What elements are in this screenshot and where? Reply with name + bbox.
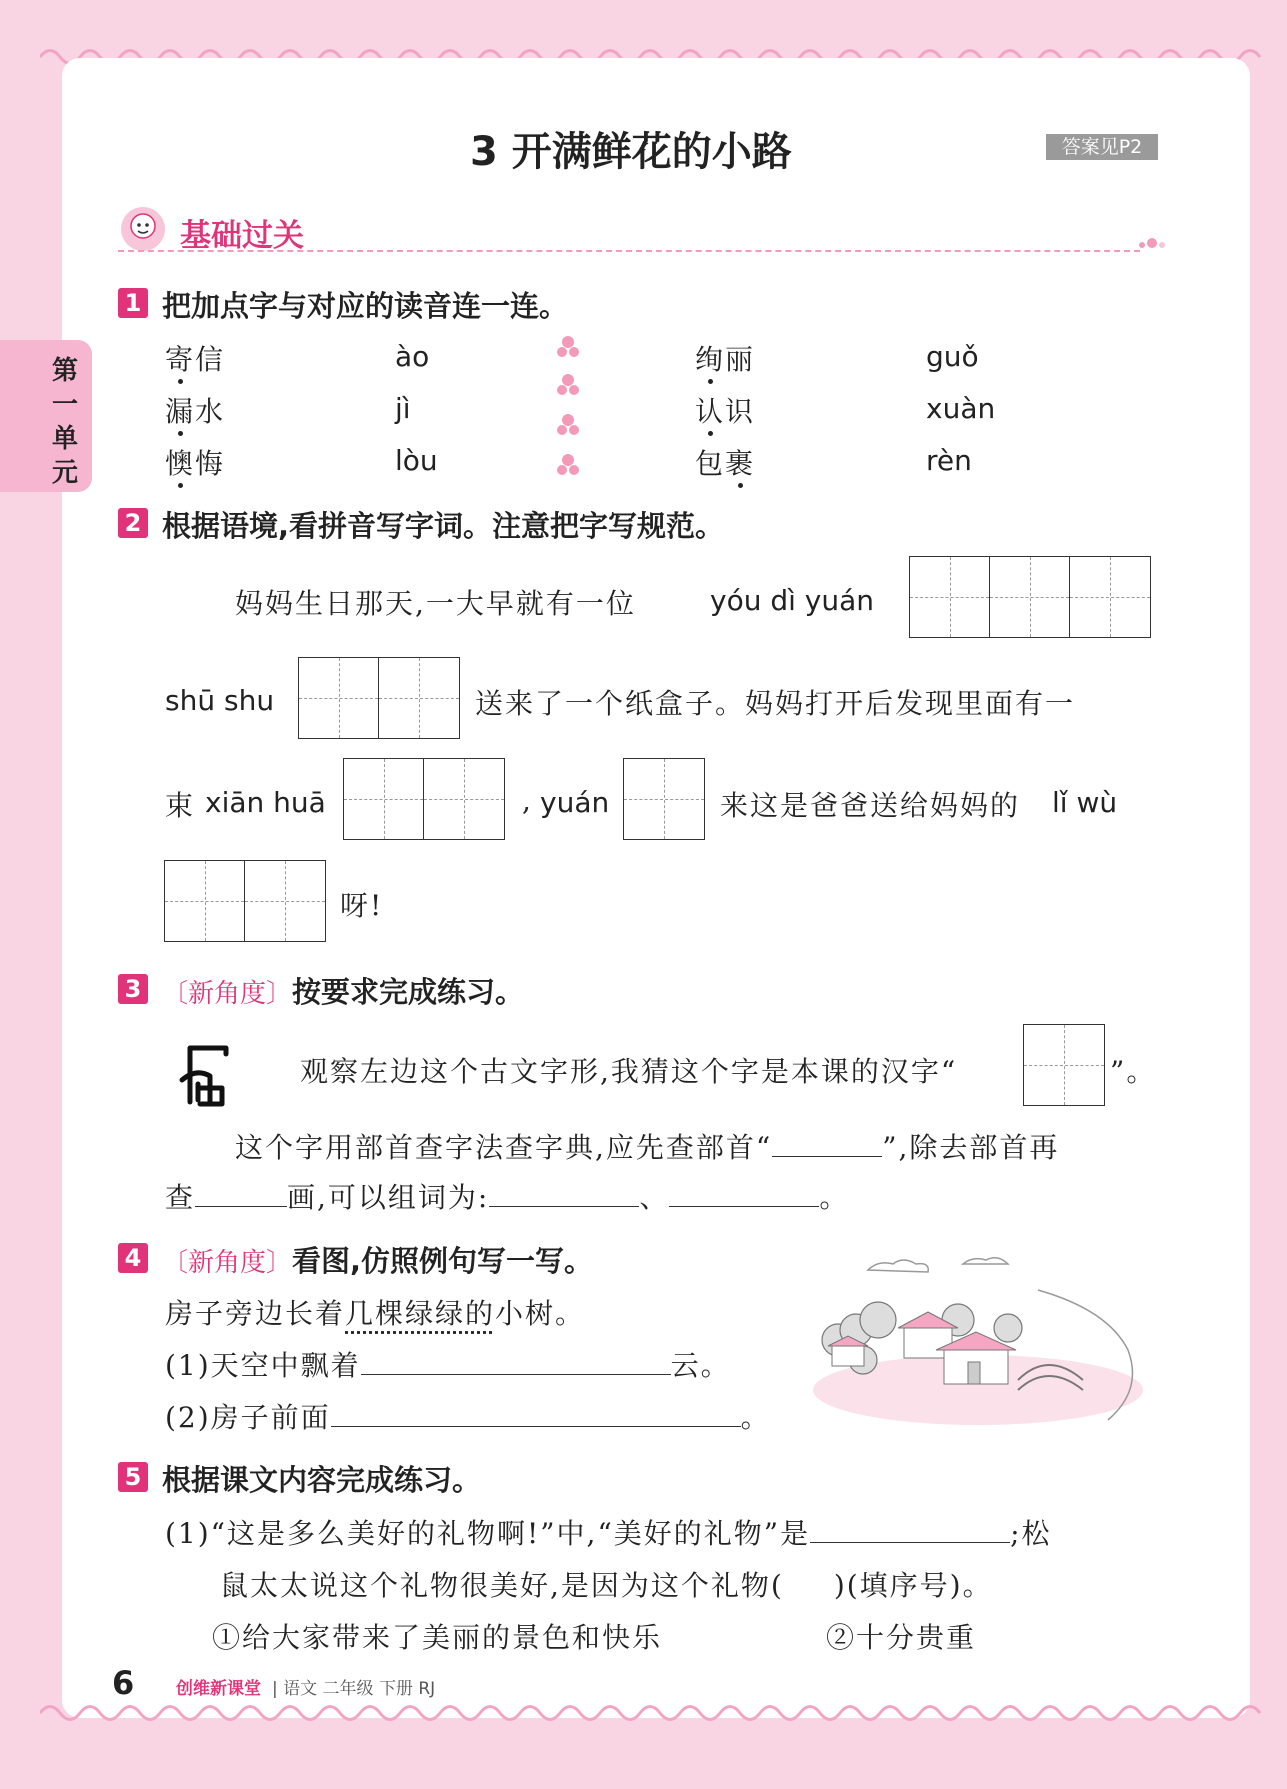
q2-pinyin-youdiyuan: yóu dì yuán: [710, 584, 875, 617]
q2-pinyin-yuan: yuán: [540, 786, 610, 819]
q2-writing-grid-3[interactable]: [343, 758, 505, 840]
q3-radical-blank[interactable]: [772, 1130, 882, 1157]
q4-example: 房子旁边长着几棵绿绿的小树。: [165, 1297, 586, 1330]
question-3-prompt: 按要求完成练习。: [292, 975, 525, 1009]
section-divider: [118, 250, 1140, 252]
wave-border-bottom: [40, 1700, 1267, 1726]
question-number-5: 5: [118, 1462, 148, 1492]
question-3-tag: 〔新角度〕: [162, 979, 293, 1009]
page-title: 3 开满鲜花的小路: [470, 129, 792, 175]
q4-example-dotted: 几棵绿绿的: [345, 1297, 496, 1330]
q1-left-word-3: 懊悔: [165, 447, 226, 480]
footer-info: | 语文 二年级 下册 RJ: [272, 1679, 436, 1699]
question-3-heading: [162, 970, 524, 1011]
q4-blank-2[interactable]: [331, 1400, 741, 1427]
q1-left-pinyin-3[interactable]: lòu: [395, 444, 438, 477]
q2-line-3c: 来这是爸爸送给妈妈的: [720, 789, 1021, 822]
q1-left-word-1: 寄信: [165, 343, 226, 376]
q3-strokes-blank[interactable]: [195, 1180, 287, 1207]
question-number-1: 1: [118, 288, 148, 318]
q2-line-1: 妈妈生日那天,一大早就有一位: [235, 587, 636, 620]
q1-left-word-2: 漏水: [165, 395, 226, 428]
answer-reference: 答案见P2: [1046, 134, 1158, 160]
q3-line-3: 查 画,可以组词为: 、 。: [165, 1181, 850, 1214]
q5-line-1: (1)“这是多么美好的礼物啊!”中,“美好的礼物”是 ;松: [165, 1517, 1052, 1550]
q2-pinyin-xianhua: xiān huā: [205, 786, 326, 819]
q5-option-1[interactable]: ①给大家带来了美丽的景色和快乐: [212, 1621, 663, 1654]
q5-option-2[interactable]: ②十分贵重: [826, 1621, 977, 1654]
village-scene-image: [808, 1250, 1148, 1430]
ancient-character-image: [176, 1040, 238, 1110]
q2-writing-grid-2[interactable]: [298, 657, 460, 739]
q1-right-pinyin-1[interactable]: guǒ: [926, 340, 979, 373]
q5-blank-1[interactable]: [810, 1516, 1010, 1543]
q2-pinyin-liwu: lǐ wù: [1052, 786, 1118, 819]
q5-line-2: 鼠太太说这个礼物很美好,是因为这个礼物( )(填序号)。: [220, 1569, 993, 1602]
unit-tab: [0, 340, 92, 492]
question-number-2: 2: [118, 508, 148, 538]
q4-item-2: (2)房子前面 。: [165, 1401, 771, 1434]
section-title: 基础过关: [180, 218, 304, 254]
question-5-prompt: 根据课文内容完成练习。: [162, 1463, 482, 1497]
footer-brand: 创维新课堂: [176, 1679, 261, 1699]
q3-word-blank-1[interactable]: [489, 1180, 639, 1207]
question-1-prompt: 把加点字与对应的读音连一连。: [162, 289, 569, 323]
question-4-tag: 〔新角度〕: [162, 1248, 293, 1278]
q2-line-2: 送来了一个纸盒子。妈妈打开后发现里面有一: [475, 687, 1076, 720]
q2-line-3a: 束: [165, 789, 196, 822]
unit-label: 第一单元: [51, 356, 78, 488]
q2-writing-grid-4[interactable]: [623, 758, 705, 840]
question-4-prompt: 看图,仿照例句写一写。: [292, 1244, 594, 1278]
q1-right-pinyin-2[interactable]: xuàn: [926, 392, 996, 425]
flower-divider-icon: [554, 330, 582, 490]
q1-right-pinyin-3[interactable]: rèn: [926, 444, 972, 477]
q4-blank-1[interactable]: [361, 1348, 671, 1375]
question-4-heading: [162, 1239, 593, 1280]
q3-line-2: 这个字用部首查字法查字典,应先查部首“ ”,除去部首再: [235, 1131, 1060, 1164]
q4-item-1: (1)天空中飘着 云。: [165, 1349, 731, 1382]
q3-answer-box[interactable]: [1023, 1024, 1105, 1106]
mascot-icon: [118, 204, 168, 254]
question-number-3: 3: [118, 974, 148, 1004]
q2-pinyin-shushu: shū shu: [165, 684, 275, 717]
q2-line-4: 呀!: [340, 889, 384, 922]
q1-right-word-3: 包裹: [695, 447, 756, 480]
dots-decoration: [1136, 236, 1166, 254]
question-number-4: 4: [118, 1243, 148, 1273]
q1-right-word-1: 绚丽: [695, 343, 756, 376]
page-number: 6: [112, 1664, 135, 1702]
q1-left-pinyin-2[interactable]: jì: [395, 392, 411, 425]
q1-left-pinyin-1[interactable]: ào: [395, 340, 430, 373]
q2-writing-grid-1[interactable]: [909, 556, 1151, 638]
q2-writing-grid-5[interactable]: [164, 860, 326, 942]
q3-line-1-end: ”。: [1110, 1055, 1157, 1088]
q2-line-3b: ,: [522, 784, 533, 817]
q3-word-blank-2[interactable]: [669, 1180, 819, 1207]
q3-line-1: 观察左边这个古文字形,我猜这个字是本课的汉字“: [300, 1055, 958, 1088]
q1-right-word-2: 认识: [695, 395, 756, 428]
question-2-prompt: 根据语境,看拼音写字词。注意把字写规范。: [162, 509, 725, 543]
